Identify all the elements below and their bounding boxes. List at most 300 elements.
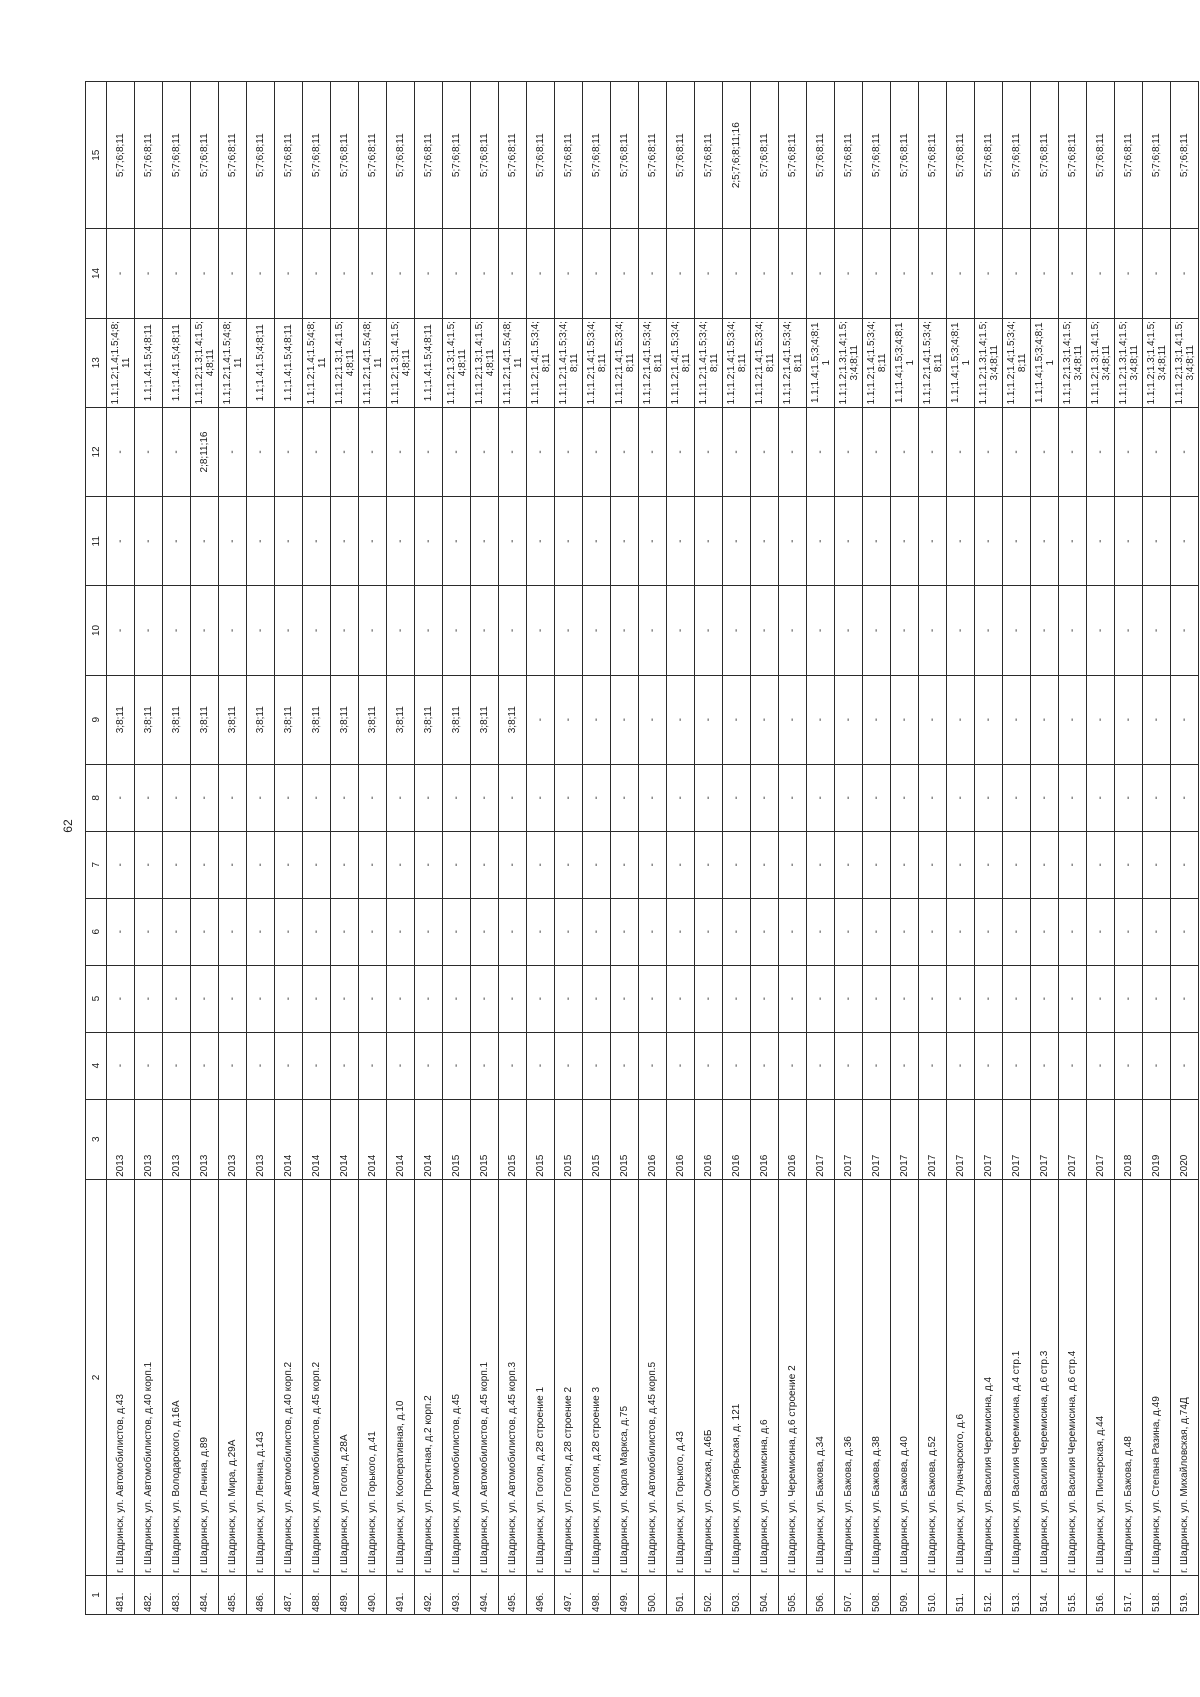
col-5-cell: -	[1115, 965, 1143, 1032]
col-7-cell: -	[107, 831, 135, 898]
col-11-cell: -	[639, 497, 667, 586]
col-6-cell: -	[1143, 898, 1171, 965]
col-10-cell: -	[1031, 586, 1059, 675]
col-15-cell: 5;7;6;8;11	[303, 82, 331, 229]
col-12-cell: -	[555, 407, 583, 496]
col-12-cell: -	[163, 407, 191, 496]
col-6-cell: -	[499, 898, 527, 965]
column-header: 11	[86, 497, 107, 586]
col-13-cell: 1.1;1.2;1.3;1.4;1.5;3;4;8;11	[1115, 318, 1143, 407]
col-14-cell: -	[1143, 229, 1171, 318]
col-9-cell: 3;8;11	[415, 675, 443, 764]
col-10-cell: -	[499, 586, 527, 675]
col-6-cell: -	[527, 898, 555, 965]
col-15-cell: 2;5;7;6;8;11;16	[723, 82, 751, 229]
col-4-cell: -	[975, 1032, 1003, 1099]
col-11-cell: -	[331, 497, 359, 586]
col-12-cell: -	[667, 407, 695, 496]
col-4-cell: -	[387, 1032, 415, 1099]
col-11-cell: -	[835, 497, 863, 586]
col-6-cell: -	[219, 898, 247, 965]
col-12-cell: -	[219, 407, 247, 496]
col-11-cell: -	[471, 497, 499, 586]
col-6-cell: -	[975, 898, 1003, 965]
col-14-cell: -	[107, 229, 135, 318]
year-cell: 2017	[947, 1099, 975, 1179]
col-6-cell: -	[919, 898, 947, 965]
col-4-cell: -	[443, 1032, 471, 1099]
col-8-cell: -	[499, 764, 527, 831]
col-8-cell: -	[443, 764, 471, 831]
col-14-cell: -	[191, 229, 219, 318]
col-11-cell: -	[303, 497, 331, 586]
col-8-cell: -	[303, 764, 331, 831]
row-number-cell: 498.	[583, 1575, 611, 1614]
col-6-cell: -	[863, 898, 891, 965]
col-12-cell: -	[527, 407, 555, 496]
col-8-cell: -	[191, 764, 219, 831]
col-15-cell: 5;7;6;8;11	[275, 82, 303, 229]
col-5-cell: -	[639, 965, 667, 1032]
col-14-cell: -	[331, 229, 359, 318]
col-12-cell: -	[387, 407, 415, 496]
row-number-cell: 505.	[779, 1575, 807, 1614]
row-number-cell: 515.	[1059, 1575, 1087, 1614]
column-header: 5	[86, 965, 107, 1032]
col-11-cell: -	[191, 497, 219, 586]
col-14-cell: -	[919, 229, 947, 318]
col-9-cell: 3;8;11	[303, 675, 331, 764]
col-7-cell: -	[723, 831, 751, 898]
address-cell: г. Шадринск, ул. Гоголя, д.28 строение 2	[555, 1179, 583, 1575]
col-5-cell: -	[779, 965, 807, 1032]
col-9-cell: 3;8;11	[191, 675, 219, 764]
col-13-cell: 1.1;1.2;1.4;1.5;3;4;8;11	[611, 318, 639, 407]
col-8-cell: -	[219, 764, 247, 831]
col-6-cell: -	[723, 898, 751, 965]
col-12-cell: -	[639, 407, 667, 496]
col-11-cell: -	[1003, 497, 1031, 586]
year-cell: 2014	[415, 1099, 443, 1179]
col-15-cell: 5;7;6;8;11	[807, 82, 835, 229]
col-9-cell: 3;8;11	[135, 675, 163, 764]
col-7-cell: -	[863, 831, 891, 898]
col-11-cell: -	[499, 497, 527, 586]
col-7-cell: -	[975, 831, 1003, 898]
row-number-cell: 501.	[667, 1575, 695, 1614]
col-6-cell: -	[135, 898, 163, 965]
col-13-cell: 1.1;1.2;1.4;1.5;4;8;11	[359, 318, 387, 407]
col-7-cell: -	[415, 831, 443, 898]
col-14-cell: -	[695, 229, 723, 318]
col-7-cell: -	[163, 831, 191, 898]
col-5-cell: -	[695, 965, 723, 1032]
col-13-cell: 1.1;1.2;1.4;1.5;3;4;8;11	[555, 318, 583, 407]
col-5-cell: -	[415, 965, 443, 1032]
col-12-cell: -	[1031, 407, 1059, 496]
col-7-cell: -	[275, 831, 303, 898]
col-15-cell: 5;7;6;8;11	[947, 82, 975, 229]
col-5-cell: -	[443, 965, 471, 1032]
col-8-cell: -	[835, 764, 863, 831]
address-cell: г. Шадринск, ул. Черемисина, д.6 строение 2	[779, 1179, 807, 1575]
col-11-cell: -	[415, 497, 443, 586]
col-7-cell: -	[219, 831, 247, 898]
col-8-cell: -	[331, 764, 359, 831]
year-cell: 2017	[1003, 1099, 1031, 1179]
col-5-cell: -	[191, 965, 219, 1032]
year-cell: 2013	[107, 1099, 135, 1179]
year-cell: 2015	[583, 1099, 611, 1179]
col-13-cell: 1.1;1.2;1.3;1.4;1.5;3;4;8;11	[1171, 318, 1199, 407]
address-cell: г. Шадринск, ул. Кооперативная, д.10	[387, 1179, 415, 1575]
col-8-cell: -	[1059, 764, 1087, 831]
col-10-cell: -	[387, 586, 415, 675]
table-row	[947, 82, 975, 1615]
col-15-cell: 5;7;6;8;11	[1059, 82, 1087, 229]
col-4-cell: -	[723, 1032, 751, 1099]
col-14-cell: -	[723, 229, 751, 318]
col-7-cell: -	[1087, 831, 1115, 898]
col-12-cell: -	[1087, 407, 1115, 496]
row-number-cell: 497.	[555, 1575, 583, 1614]
col-15-cell: 5;7;6;8;11	[891, 82, 919, 229]
col-5-cell: -	[499, 965, 527, 1032]
col-15-cell: 5;7;6;8;11	[387, 82, 415, 229]
address-cell: г. Шадринск, ул. Пионерская, д.44	[1087, 1179, 1115, 1575]
address-cell: г. Шадринск, ул. Автомобилистов, д.45 корп.3	[499, 1179, 527, 1575]
col-7-cell: -	[555, 831, 583, 898]
address-cell: г. Шадринск, ул. Автомобилистов, д.40 корп.2	[275, 1179, 303, 1575]
col-15-cell: 5;7;6;8;11	[527, 82, 555, 229]
col-6-cell: -	[835, 898, 863, 965]
col-4-cell: -	[1031, 1032, 1059, 1099]
col-9-cell: -	[639, 675, 667, 764]
col-4-cell: -	[611, 1032, 639, 1099]
col-10-cell: -	[527, 586, 555, 675]
col-14-cell: -	[611, 229, 639, 318]
row-number-cell: 486.	[247, 1575, 275, 1614]
col-4-cell: -	[695, 1032, 723, 1099]
address-cell: г. Шадринск, ул. Черемисина, д.6	[751, 1179, 779, 1575]
col-9-cell: -	[611, 675, 639, 764]
col-10-cell: -	[1003, 586, 1031, 675]
col-13-cell: 1.1;1.2;1.4;1.5;3;4;8;11	[667, 318, 695, 407]
table-row	[331, 82, 359, 1615]
col-13-cell: 1.1;1.4;1.5;3;4;8;11	[891, 318, 919, 407]
col-7-cell: -	[639, 831, 667, 898]
year-cell: 2014	[331, 1099, 359, 1179]
row-number-cell: 484.	[191, 1575, 219, 1614]
col-8-cell: -	[1031, 764, 1059, 831]
col-13-cell: 1.1;1.2;1.3;1.4;1.5;4;8;11	[443, 318, 471, 407]
row-number-cell: 504.	[751, 1575, 779, 1614]
address-cell: г. Шадринск, ул. Омская, д.46Б	[695, 1179, 723, 1575]
address-cell: г. Шадринск, ул. Карла Маркса, д.75	[611, 1179, 639, 1575]
col-8-cell: -	[555, 764, 583, 831]
col-12-cell: -	[303, 407, 331, 496]
col-13-cell: 1.1;1.2;1.3;1.4;1.5;4;8;11	[471, 318, 499, 407]
col-8-cell: -	[611, 764, 639, 831]
year-cell: 2015	[443, 1099, 471, 1179]
col-10-cell: -	[863, 586, 891, 675]
col-5-cell: -	[359, 965, 387, 1032]
col-12-cell: -	[1143, 407, 1171, 496]
col-13-cell: 1.1;1.4;1.5;4;8;11	[135, 318, 163, 407]
col-14-cell: -	[667, 229, 695, 318]
col-12-cell: -	[863, 407, 891, 496]
col-5-cell: -	[387, 965, 415, 1032]
col-14-cell: -	[835, 229, 863, 318]
year-cell: 2015	[611, 1099, 639, 1179]
col-9-cell: -	[1003, 675, 1031, 764]
col-12-cell: -	[891, 407, 919, 496]
col-14-cell: -	[555, 229, 583, 318]
address-cell: г. Шадринск, ул. Автомобилистов, д.45 корп.2	[303, 1179, 331, 1575]
col-12-cell: -	[1115, 407, 1143, 496]
row-number-cell: 490.	[359, 1575, 387, 1614]
year-cell: 2020	[1171, 1099, 1199, 1179]
col-13-cell: 1.1;1.2;1.4;1.5;4;8;11	[303, 318, 331, 407]
col-15-cell: 5;7;6;8;11	[1003, 82, 1031, 229]
row-number-cell: 508.	[863, 1575, 891, 1614]
col-10-cell: -	[891, 586, 919, 675]
column-header: 14	[86, 229, 107, 318]
col-14-cell: -	[947, 229, 975, 318]
col-4-cell: -	[891, 1032, 919, 1099]
table-row	[891, 82, 919, 1615]
col-10-cell: -	[1171, 586, 1199, 675]
col-4-cell: -	[555, 1032, 583, 1099]
table-row	[191, 82, 219, 1615]
col-11-cell: -	[527, 497, 555, 586]
col-11-cell: -	[1143, 497, 1171, 586]
address-cell: г. Шадринск, ул. Бажова, д.48	[1115, 1179, 1143, 1575]
col-15-cell: 5;7;6;8;11	[107, 82, 135, 229]
table-row	[499, 82, 527, 1615]
year-cell: 2015	[499, 1099, 527, 1179]
col-6-cell: -	[751, 898, 779, 965]
col-10-cell: -	[191, 586, 219, 675]
address-cell: г. Шадринск, ул. Гоголя, д.28 строение 1	[527, 1179, 555, 1575]
col-15-cell: 5;7;6;8;11	[695, 82, 723, 229]
row-number-cell: 509.	[891, 1575, 919, 1614]
col-6-cell: -	[695, 898, 723, 965]
table-row	[695, 82, 723, 1615]
col-7-cell: -	[247, 831, 275, 898]
col-6-cell: -	[667, 898, 695, 965]
col-14-cell: -	[471, 229, 499, 318]
table-row	[779, 82, 807, 1615]
column-header: 1	[86, 1575, 107, 1614]
col-13-cell: 1.1;1.2;1.4;1.5;3;4;8;11	[779, 318, 807, 407]
row-number-cell: 502.	[695, 1575, 723, 1614]
table-row	[1003, 82, 1031, 1615]
col-15-cell: 5;7;6;8;11	[1031, 82, 1059, 229]
year-cell: 2017	[807, 1099, 835, 1179]
col-6-cell: -	[1115, 898, 1143, 965]
col-12-cell: -	[415, 407, 443, 496]
table-row	[219, 82, 247, 1615]
col-14-cell: -	[247, 229, 275, 318]
col-10-cell: -	[751, 586, 779, 675]
col-4-cell: -	[107, 1032, 135, 1099]
row-number-cell: 500.	[639, 1575, 667, 1614]
col-15-cell: 5;7;6;8;11	[359, 82, 387, 229]
col-13-cell: 1.1;1.2;1.3;1.4;1.5;3;4;8;11	[975, 318, 1003, 407]
col-9-cell: -	[779, 675, 807, 764]
col-15-cell: 5;7;6;8;11	[639, 82, 667, 229]
address-cell: г. Шадринск, ул. Автомобилистов, д.40 корп.1	[135, 1179, 163, 1575]
year-cell: 2015	[527, 1099, 555, 1179]
col-14-cell: -	[415, 229, 443, 318]
col-11-cell: -	[443, 497, 471, 586]
col-14-cell: -	[499, 229, 527, 318]
col-11-cell: -	[387, 497, 415, 586]
col-15-cell: 5;7;6;8;11	[1115, 82, 1143, 229]
year-cell: 2016	[667, 1099, 695, 1179]
col-4-cell: -	[863, 1032, 891, 1099]
year-cell: 2017	[975, 1099, 1003, 1179]
address-cell: г. Шадринск, ул. Василия Черемисина, д.6 стр.4	[1059, 1179, 1087, 1575]
col-12-cell: -	[247, 407, 275, 496]
col-8-cell: -	[695, 764, 723, 831]
col-4-cell: -	[275, 1032, 303, 1099]
table-header-row	[86, 82, 107, 1615]
col-15-cell: 5;7;6;8;11	[611, 82, 639, 229]
year-cell: 2017	[863, 1099, 891, 1179]
col-9-cell: -	[975, 675, 1003, 764]
address-cell: г. Шадринск, ул. Василия Черемисина, д.4 стр.1	[1003, 1179, 1031, 1575]
col-9-cell: -	[919, 675, 947, 764]
col-4-cell: -	[331, 1032, 359, 1099]
col-14-cell: -	[303, 229, 331, 318]
col-12-cell: -	[499, 407, 527, 496]
col-15-cell: 5;7;6;8;11	[1087, 82, 1115, 229]
col-11-cell: -	[975, 497, 1003, 586]
table-row	[919, 82, 947, 1615]
col-14-cell: -	[891, 229, 919, 318]
col-7-cell: -	[667, 831, 695, 898]
col-8-cell: -	[163, 764, 191, 831]
col-4-cell: -	[807, 1032, 835, 1099]
address-cell: г. Шадринск, ул. Гоголя, д.28А	[331, 1179, 359, 1575]
col-9-cell: 3;8;11	[387, 675, 415, 764]
col-15-cell: 5;7;6;8;11	[975, 82, 1003, 229]
col-11-cell: -	[1171, 497, 1199, 586]
row-number-cell: 485.	[219, 1575, 247, 1614]
col-7-cell: -	[1031, 831, 1059, 898]
address-cell: г. Шадринск, ул. Луначарского, д.6	[947, 1179, 975, 1575]
col-10-cell: -	[1143, 586, 1171, 675]
address-cell: г. Шадринск, ул. Володарского, д.16А	[163, 1179, 191, 1575]
col-10-cell: -	[135, 586, 163, 675]
column-header: 4	[86, 1032, 107, 1099]
col-12-cell: -	[135, 407, 163, 496]
column-header: 10	[86, 586, 107, 675]
address-cell: г. Шадринск, ул. Бажова, д.34	[807, 1179, 835, 1575]
row-number-cell: 507.	[835, 1575, 863, 1614]
col-7-cell: -	[835, 831, 863, 898]
col-6-cell: -	[303, 898, 331, 965]
col-8-cell: -	[527, 764, 555, 831]
col-10-cell: -	[779, 586, 807, 675]
col-15-cell: 5;7;6;8;11	[919, 82, 947, 229]
col-9-cell: 3;8;11	[331, 675, 359, 764]
col-14-cell: -	[1031, 229, 1059, 318]
col-9-cell: -	[891, 675, 919, 764]
col-8-cell: -	[807, 764, 835, 831]
col-13-cell: 1.1;1.2;1.4;1.5;3;4;8;11	[863, 318, 891, 407]
address-cell: г. Шадринск, ул. Бажова, д.40	[891, 1179, 919, 1575]
col-5-cell: -	[471, 965, 499, 1032]
col-6-cell: -	[807, 898, 835, 965]
table-row	[975, 82, 1003, 1615]
col-9-cell: -	[1171, 675, 1199, 764]
col-5-cell: -	[975, 965, 1003, 1032]
col-6-cell: -	[191, 898, 219, 965]
col-4-cell: -	[135, 1032, 163, 1099]
col-7-cell: -	[471, 831, 499, 898]
row-number-cell: 499.	[611, 1575, 639, 1614]
table-row	[527, 82, 555, 1615]
col-8-cell: -	[107, 764, 135, 831]
table-row	[1143, 82, 1171, 1615]
col-13-cell: 1.1;1.4;1.5;4;8;11	[415, 318, 443, 407]
col-11-cell: -	[863, 497, 891, 586]
col-6-cell: -	[891, 898, 919, 965]
col-4-cell: -	[527, 1032, 555, 1099]
col-13-cell: 1.1;1.2;1.4;1.5;4;8;11	[107, 318, 135, 407]
address-cell: г. Шадринск, ул. Василия Черемисина, д.4	[975, 1179, 1003, 1575]
col-7-cell: -	[527, 831, 555, 898]
col-6-cell: -	[1059, 898, 1087, 965]
col-15-cell: 5;7;6;8;11	[331, 82, 359, 229]
col-4-cell: -	[415, 1032, 443, 1099]
address-cell: г. Шадринск, ул. Бажова, д.36	[835, 1179, 863, 1575]
col-12-cell: -	[807, 407, 835, 496]
col-15-cell: 5;7;6;8;11	[247, 82, 275, 229]
col-14-cell: -	[219, 229, 247, 318]
col-4-cell: -	[667, 1032, 695, 1099]
table-row	[443, 82, 471, 1615]
col-14-cell: -	[1115, 229, 1143, 318]
col-12-cell: -	[779, 407, 807, 496]
address-cell: г. Шадринск, ул. Автомобилистов, д.45 корп.1	[471, 1179, 499, 1575]
table-container	[85, 81, 1196, 1615]
col-8-cell: -	[1143, 764, 1171, 831]
col-15-cell: 5;7;6;8;11	[751, 82, 779, 229]
col-14-cell: -	[975, 229, 1003, 318]
address-cell: г. Шадринск, ул. Горького, д.43	[667, 1179, 695, 1575]
col-5-cell: -	[1171, 965, 1199, 1032]
year-cell: 2017	[1087, 1099, 1115, 1179]
col-15-cell: 5;7;6;8;11	[415, 82, 443, 229]
col-15-cell: 5;7;6;8;11	[863, 82, 891, 229]
col-15-cell: 5;7;6;8;11	[1171, 82, 1199, 229]
col-8-cell: -	[723, 764, 751, 831]
col-10-cell: -	[219, 586, 247, 675]
col-10-cell: -	[247, 586, 275, 675]
col-5-cell: -	[135, 965, 163, 1032]
col-11-cell: -	[1087, 497, 1115, 586]
col-4-cell: -	[191, 1032, 219, 1099]
col-10-cell: -	[471, 586, 499, 675]
col-10-cell: -	[611, 586, 639, 675]
col-11-cell: -	[135, 497, 163, 586]
col-5-cell: -	[247, 965, 275, 1032]
col-12-cell: -	[583, 407, 611, 496]
